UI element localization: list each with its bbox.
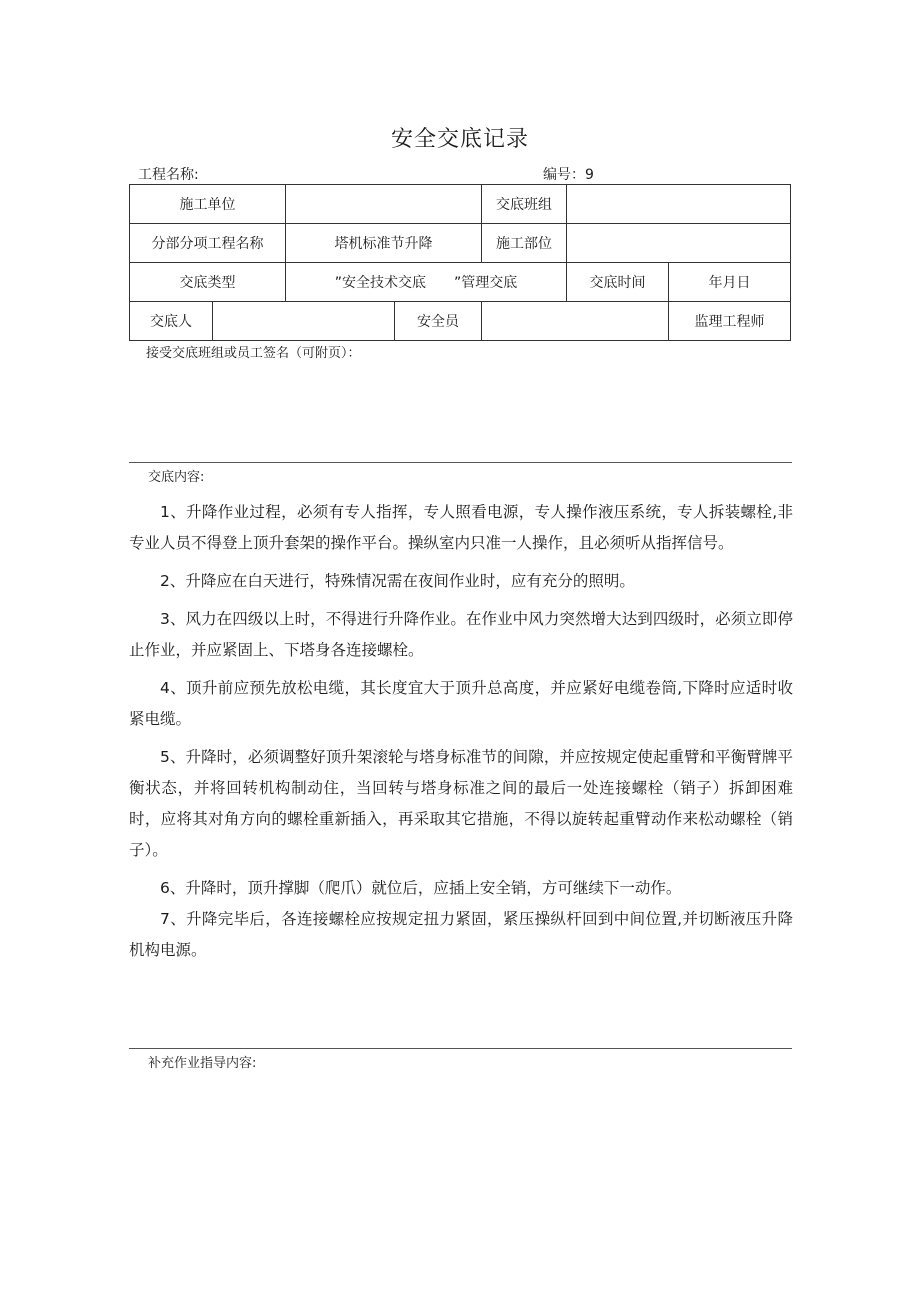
briefing-type-label: 交底类型 (130, 263, 286, 302)
content-item: 4、顶升前应预先放松电缆，其长度宜大于顶升总高度，并应紧好电缆卷筒,下降时应适时收紧电缆。 (129, 679, 793, 728)
content-item: 6、升降时，顶升撑脚（爬爪）就位后，应插上安全销，方可继续下一动作。 (160, 879, 682, 897)
number-value: 9 (585, 167, 594, 183)
content-item: 5、升降时，必须调整好顶升架滚轮与塔身标准节的间隙，并应按规定使起重臂和平衡臂牌平衡状态，并将回转机构制动住，当回转与塔身标准之间的最后一处连接螺栓（销子）拆卸困难时，应将其对角方向的螺栓重新插入，再采取其它措施，不得以旋转起重臂动作来松动螺栓（销子）。 (129, 748, 793, 859)
safety-officer-value (482, 302, 669, 341)
team-value (567, 185, 791, 224)
document-title: 安全交底记录 (390, 127, 529, 152)
content-item: 1、升降作业过程，必须有专人指挥，专人照看电源，专人操作液压系统，专人拆装螺栓,非专业人员不得登上顶升套架的操作平台。操纵室内只准一人操作，且必须听从指挥信号。 (129, 503, 793, 552)
construction-unit-label: 施工单位 (130, 185, 286, 224)
subproject-name-value: 塔机标准节升降 (286, 224, 482, 263)
divider (129, 1048, 792, 1049)
safety-officer-label: 安全员 (395, 302, 482, 341)
info-table (129, 184, 791, 341)
supervisor-label: 监理工程师 (669, 302, 791, 341)
briefing-type-value: ”安全技术交底 ”管理交底 (286, 263, 567, 302)
content-item: 7、升降完毕后，各连接螺栓应按规定扭力紧固，紧压操纵杆回到中间位置,并切断液压升降机构电源。 (129, 910, 793, 959)
briefer-label: 交底人 (130, 302, 213, 341)
content-item: 2、升降应在白天进行，特殊情况需在夜间作业时，应有充分的照明。 (160, 572, 635, 590)
number-label: 编号： (543, 167, 585, 183)
team-label: 交底班组 (482, 185, 567, 224)
subproject-name-label: 分部分项工程名称 (130, 224, 286, 263)
construction-site-label: 施工部位 (482, 224, 567, 263)
project-name-label: 工程名称: (138, 167, 199, 183)
construction-unit-value (286, 185, 482, 224)
content-label: 交底内容: (148, 470, 205, 485)
document-number (543, 164, 594, 184)
table-row (130, 224, 791, 263)
divider (129, 462, 792, 463)
briefing-time-label: 交底时间 (567, 263, 669, 302)
content-item: 3、风力在四级以上时，不得进行升降作业。在作业中风力突然增大达到四级时，必须立即停止作业，并应紧固上、下塔身各连接螺栓。 (129, 610, 793, 659)
table-row (130, 185, 791, 224)
construction-site-value (567, 224, 791, 263)
signature-label: 接受交底班组或员工签名（可附页）： (146, 346, 361, 361)
briefer-value (213, 302, 395, 341)
table-row (130, 302, 791, 341)
briefing-content (129, 497, 793, 973)
supplement-label: 补充作业指导内容: (148, 1056, 257, 1071)
briefing-time-value: 年月日 (669, 263, 791, 302)
table-row (130, 263, 791, 302)
